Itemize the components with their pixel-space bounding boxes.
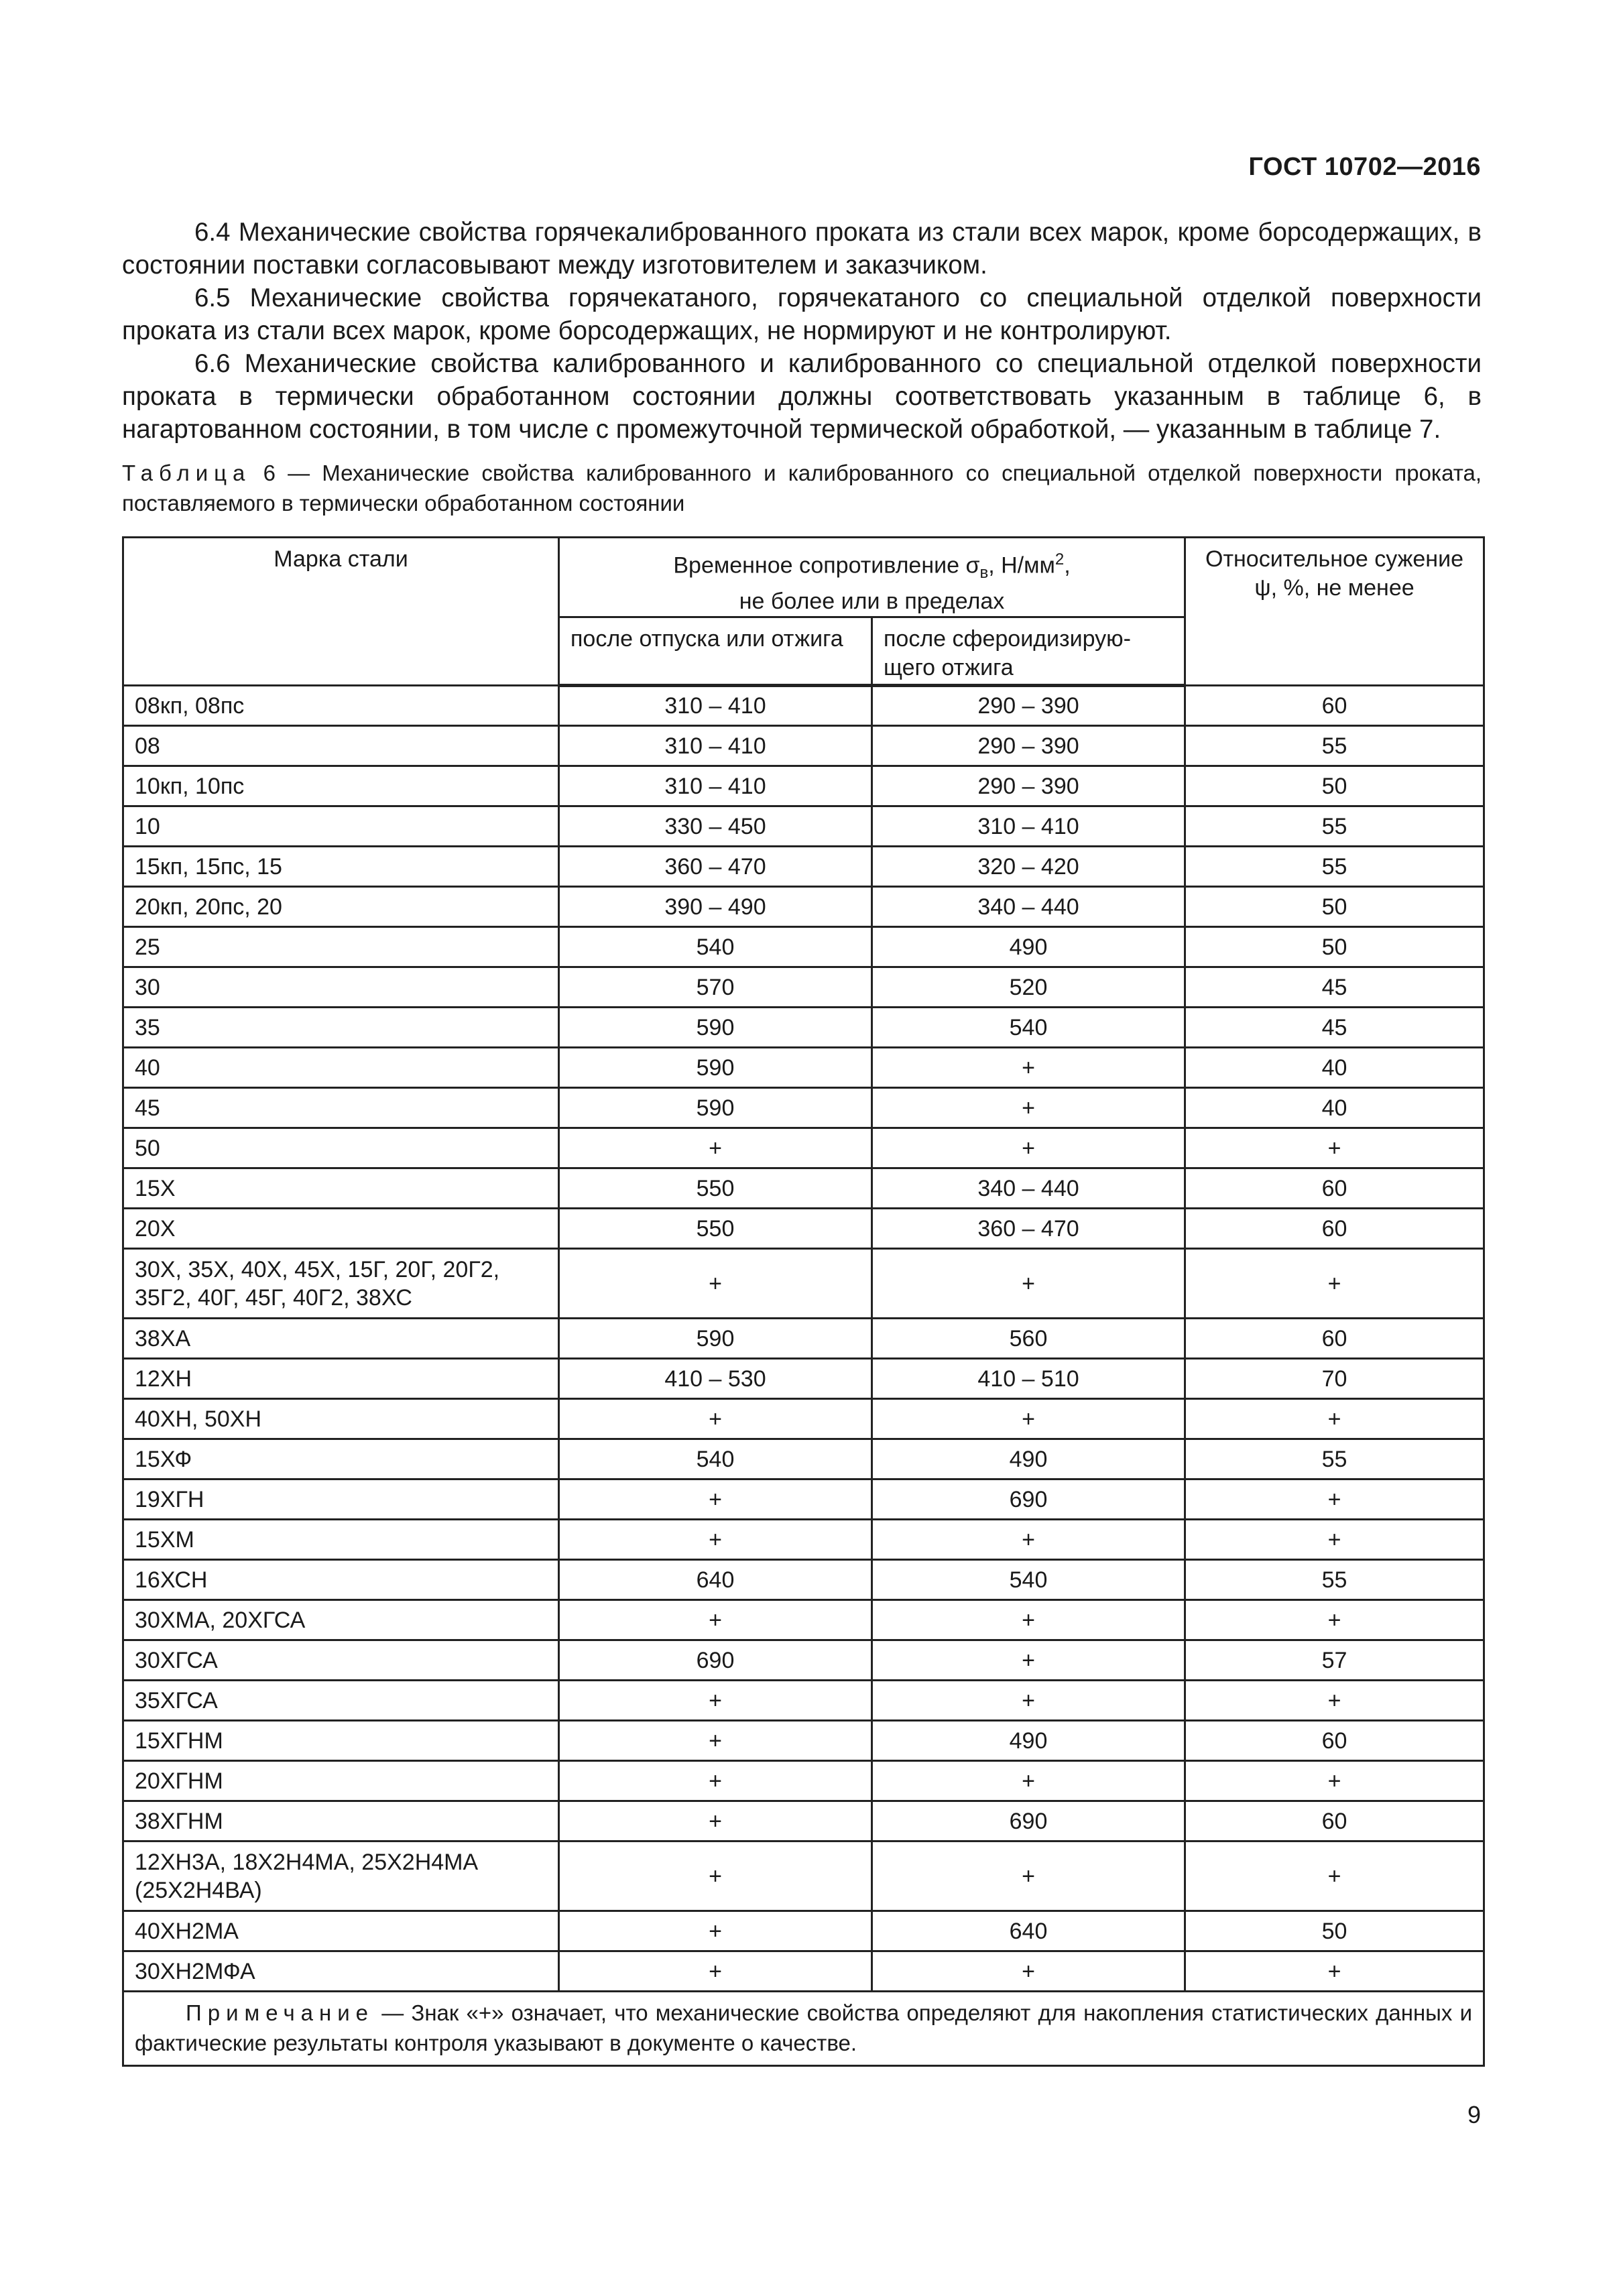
cell-tensile-after-tempering: 590 (559, 1088, 872, 1128)
cell-contraction: 55 (1185, 847, 1484, 887)
header-tensile-unit: , Н/мм (988, 552, 1055, 579)
table-note-label: Примечание (186, 2000, 375, 2026)
table-row (123, 1951, 1484, 1992)
cell-tensile-after-spheroidizing: + (872, 1128, 1185, 1168)
cell-tensile-after-spheroidizing: + (872, 1640, 1185, 1681)
cell-contraction: 60 (1185, 1319, 1484, 1359)
header-after-tempering: после отпуска или отжига (559, 617, 872, 686)
paragraph-6-4: 6.4 Механические свойства горячекалиброванного проката из стали всех марок, кроме борсодержащих, в состоянии поставки согласовывают между изготовителем и заказчиком. (122, 218, 1482, 280)
table-caption (122, 458, 1482, 518)
cell-tensile-after-spheroidizing: 640 (872, 1911, 1185, 1951)
cell-tensile-after-spheroidizing: + (872, 1600, 1185, 1640)
cell-tensile-after-spheroidizing: + (872, 1088, 1185, 1128)
paragraph-6-5: 6.5 Механические свойства горячекатаного, горячекатаного со специальной отделкой поверхности проката из стали всех марок, кроме борсодержащих, не нормируют и не контролируют. (122, 284, 1482, 345)
cell-tensile-after-tempering: 550 (559, 1168, 872, 1209)
cell-grade: 16ХСН (123, 1560, 559, 1600)
cell-contraction: 40 (1185, 1048, 1484, 1088)
cell-tensile-after-spheroidizing: 690 (872, 1479, 1185, 1520)
table-caption-text: 6 — Механические свойства калиброванного и калиброванного со специальной отделкой поверхности проката, поставляемого в термически обработанном состоянии (122, 461, 1482, 516)
table-row (123, 1359, 1484, 1399)
cell-contraction: + (1185, 1399, 1484, 1439)
table-row (123, 1088, 1484, 1128)
cell-grade: 20кп, 20пс, 20 (123, 887, 559, 927)
cell-tensile-after-spheroidizing: 290 – 390 (872, 726, 1185, 766)
cell-grade: 15ХГНМ (123, 1721, 559, 1761)
cell-contraction: + (1185, 1761, 1484, 1801)
cell-tensile-after-spheroidizing: + (872, 1951, 1185, 1992)
cell-grade: 15Х (123, 1168, 559, 1209)
cell-contraction: 55 (1185, 806, 1484, 847)
cell-grade: 19ХГН (123, 1479, 559, 1520)
cell-tensile-after-tempering: + (559, 1801, 872, 1841)
cell-tensile-after-spheroidizing: 410 – 510 (872, 1359, 1185, 1399)
table-row (123, 806, 1484, 847)
table-row (123, 847, 1484, 887)
cell-tensile-after-tempering: 310 – 410 (559, 766, 872, 806)
cell-contraction: + (1185, 1841, 1484, 1911)
body-text (122, 216, 1482, 446)
header-tensile-strength: Временное сопротивление $\sigma_в$, $Н/мм^2$, не более или в пределах (559, 538, 1185, 617)
table-row (123, 967, 1484, 1008)
cell-tensile-after-spheroidizing: 690 (872, 1801, 1185, 1841)
table-row (123, 726, 1484, 766)
cell-tensile-after-spheroidizing: 360 – 470 (872, 1209, 1185, 1249)
cell-grade: 08кп, 08пс (123, 686, 559, 726)
cell-contraction: 40 (1185, 1088, 1484, 1128)
cell-tensile-after-tempering: + (559, 1721, 872, 1761)
table-row (123, 1209, 1484, 1249)
cell-tensile-after-tempering: + (559, 1399, 872, 1439)
cell-contraction: + (1185, 1249, 1484, 1319)
cell-tensile-after-spheroidizing: + (872, 1681, 1185, 1721)
cell-tensile-after-spheroidizing: 340 – 440 (872, 1168, 1185, 1209)
cell-tensile-after-tempering: + (559, 1911, 872, 1951)
header-tensile-sub: в (979, 564, 989, 583)
cell-contraction: 60 (1185, 1721, 1484, 1761)
cell-contraction: 60 (1185, 1801, 1484, 1841)
cell-tensile-after-spheroidizing: 520 (872, 967, 1185, 1008)
cell-grade: 30ХН2МФА (123, 1951, 559, 1992)
table-caption-label: Таблица (122, 461, 251, 485)
cell-grade: 40 (123, 1048, 559, 1088)
cell-tensile-after-spheroidizing: 310 – 410 (872, 806, 1185, 847)
cell-grade: 50 (123, 1128, 559, 1168)
cell-grade: 15ХМ (123, 1520, 559, 1560)
table-note-text: — Знак «+» означает, что механические свойства определяют для накопления статистических данных и фактические результаты контроля указывают в документе о качестве. (135, 2000, 1473, 2056)
table-row (123, 1801, 1484, 1841)
cell-tensile-after-tempering: + (559, 1761, 872, 1801)
table-row (123, 1399, 1484, 1439)
table-row (123, 1841, 1484, 1911)
cell-tensile-after-spheroidizing: + (872, 1249, 1185, 1319)
cell-tensile-after-tempering: 590 (559, 1008, 872, 1048)
cell-tensile-after-tempering: 310 – 410 (559, 726, 872, 766)
cell-tensile-after-tempering: 570 (559, 967, 872, 1008)
cell-grade: 30Х, 35Х, 40Х, 45Х, 15Г, 20Г, 20Г2, 35Г2, 40Г, 45Г, 40Г2, 38ХС (123, 1249, 559, 1319)
cell-tensile-after-tempering: 540 (559, 927, 872, 967)
cell-grade: 20ХГНМ (123, 1761, 559, 1801)
table-row (123, 1721, 1484, 1761)
cell-grade: 15ХФ (123, 1439, 559, 1479)
paragraph-6-6: 6.6 Механические свойства калиброванного и калиброванного со специальной отделкой поверхности проката в термически обработанном состоянии должны соответствовать указанным в таблице 6, в нагартованном состоянии, в том числе с промежуточной термической обработкой, — указанным в таблице 7. (122, 349, 1482, 444)
cell-grade: 30ХМА, 20ХГСА (123, 1600, 559, 1640)
cell-grade: 40ХН, 50ХН (123, 1399, 559, 1439)
cell-tensile-after-tempering: 310 – 410 (559, 686, 872, 726)
header-after-spheroidizing: после сфероидизирую-щего отжига (872, 617, 1185, 686)
cell-grade: 08 (123, 726, 559, 766)
table-row (123, 1640, 1484, 1681)
cell-tensile-after-tempering: + (559, 1249, 872, 1319)
header-contraction: Относительное сужение ψ, %, не менее (1185, 538, 1484, 686)
cell-tensile-after-tempering: 590 (559, 1319, 872, 1359)
cell-tensile-after-spheroidizing: 290 – 390 (872, 766, 1185, 806)
table-row (123, 1249, 1484, 1319)
cell-tensile-after-spheroidizing: + (872, 1048, 1185, 1088)
cell-grade: 25 (123, 927, 559, 967)
table-row (123, 1520, 1484, 1560)
cell-grade: 15кп, 15пс, 15 (123, 847, 559, 887)
cell-grade: 12ХН (123, 1359, 559, 1399)
mechanical-properties-table (122, 536, 1485, 2067)
cell-contraction: 60 (1185, 686, 1484, 726)
cell-grade: 35ХГСА (123, 1681, 559, 1721)
table-row (123, 766, 1484, 806)
document-id: ГОСТ 10702—2016 (1248, 153, 1481, 181)
cell-contraction: 45 (1185, 967, 1484, 1008)
cell-tensile-after-spheroidizing: 490 (872, 1439, 1185, 1479)
cell-tensile-after-tempering: + (559, 1128, 872, 1168)
table-row (123, 1048, 1484, 1088)
cell-tensile-after-spheroidizing: 490 (872, 1721, 1185, 1761)
table-row (123, 1439, 1484, 1479)
cell-tensile-after-spheroidizing: 490 (872, 927, 1185, 967)
cell-contraction: + (1185, 1128, 1484, 1168)
cell-tensile-after-spheroidizing: 540 (872, 1008, 1185, 1048)
cell-contraction: 60 (1185, 1168, 1484, 1209)
cell-grade: 10кп, 10пс (123, 766, 559, 806)
cell-tensile-after-tempering: 330 – 450 (559, 806, 872, 847)
cell-tensile-after-spheroidizing: 290 – 390 (872, 686, 1185, 726)
table-row (123, 1560, 1484, 1600)
table-row (123, 1681, 1484, 1721)
cell-tensile-after-spheroidizing: 560 (872, 1319, 1185, 1359)
table-row (123, 1168, 1484, 1209)
cell-tensile-after-spheroidizing: + (872, 1520, 1185, 1560)
cell-tensile-after-tempering: 390 – 490 (559, 887, 872, 927)
table-row (123, 1911, 1484, 1951)
table-body (123, 686, 1484, 1992)
table-row (123, 1128, 1484, 1168)
cell-grade: 30 (123, 967, 559, 1008)
cell-contraction: 50 (1185, 1911, 1484, 1951)
cell-tensile-after-tempering: 360 – 470 (559, 847, 872, 887)
table-row (123, 887, 1484, 927)
cell-grade: 45 (123, 1088, 559, 1128)
cell-tensile-after-tempering: + (559, 1520, 872, 1560)
cell-contraction: + (1185, 1479, 1484, 1520)
header-grade: Марка стали (123, 538, 559, 686)
cell-grade: 12ХН3А, 18Х2Н4МА, 25Х2Н4МА (25Х2Н4ВА) (123, 1841, 559, 1911)
cell-grade: 10 (123, 806, 559, 847)
cell-tensile-after-tempering: + (559, 1681, 872, 1721)
table-row (123, 1008, 1484, 1048)
cell-tensile-after-tempering: + (559, 1479, 872, 1520)
cell-tensile-after-tempering: + (559, 1600, 872, 1640)
cell-grade: 35 (123, 1008, 559, 1048)
cell-contraction: 70 (1185, 1359, 1484, 1399)
cell-tensile-after-spheroidizing: + (872, 1399, 1185, 1439)
table-row (123, 1319, 1484, 1359)
cell-contraction: + (1185, 1681, 1484, 1721)
cell-tensile-after-tempering: 540 (559, 1439, 872, 1479)
cell-grade: 38ХГНМ (123, 1801, 559, 1841)
cell-contraction: + (1185, 1951, 1484, 1992)
cell-contraction: 50 (1185, 766, 1484, 806)
table-note (123, 1992, 1484, 2066)
cell-contraction: + (1185, 1600, 1484, 1640)
cell-grade: 30ХГСА (123, 1640, 559, 1681)
header-tensile-rest: не более или в пределах (739, 589, 1005, 615)
cell-contraction: 57 (1185, 1640, 1484, 1681)
cell-contraction: + (1185, 1520, 1484, 1560)
cell-tensile-after-tempering: 590 (559, 1048, 872, 1088)
cell-contraction: 50 (1185, 887, 1484, 927)
cell-contraction: 55 (1185, 1439, 1484, 1479)
cell-grade: 38ХА (123, 1319, 559, 1359)
cell-tensile-after-spheroidizing: 320 – 420 (872, 847, 1185, 887)
cell-contraction: 55 (1185, 726, 1484, 766)
cell-contraction: 50 (1185, 927, 1484, 967)
cell-tensile-after-tempering: 550 (559, 1209, 872, 1249)
table-row (123, 1600, 1484, 1640)
header-tensile-label: Временное сопротивление σ (673, 552, 980, 579)
page-number: 9 (1467, 2101, 1481, 2128)
cell-grade: 20Х (123, 1209, 559, 1249)
table-row (123, 686, 1484, 726)
header-tensile-sup: 2 (1055, 550, 1065, 568)
cell-tensile-after-tempering: 410 – 530 (559, 1359, 872, 1399)
cell-grade: 40ХН2МА (123, 1911, 559, 1951)
cell-tensile-after-spheroidizing: 540 (872, 1560, 1185, 1600)
cell-contraction: 45 (1185, 1008, 1484, 1048)
table-row (123, 1479, 1484, 1520)
table-row (123, 927, 1484, 967)
cell-tensile-after-tempering: + (559, 1841, 872, 1911)
cell-tensile-after-spheroidizing: + (872, 1841, 1185, 1911)
cell-contraction: 60 (1185, 1209, 1484, 1249)
cell-contraction: 55 (1185, 1560, 1484, 1600)
cell-tensile-after-spheroidizing: + (872, 1761, 1185, 1801)
cell-tensile-after-tempering: + (559, 1951, 872, 1992)
cell-tensile-after-spheroidizing: 340 – 440 (872, 887, 1185, 927)
cell-tensile-after-tempering: 640 (559, 1560, 872, 1600)
cell-tensile-after-tempering: 690 (559, 1640, 872, 1681)
table-row (123, 1761, 1484, 1801)
